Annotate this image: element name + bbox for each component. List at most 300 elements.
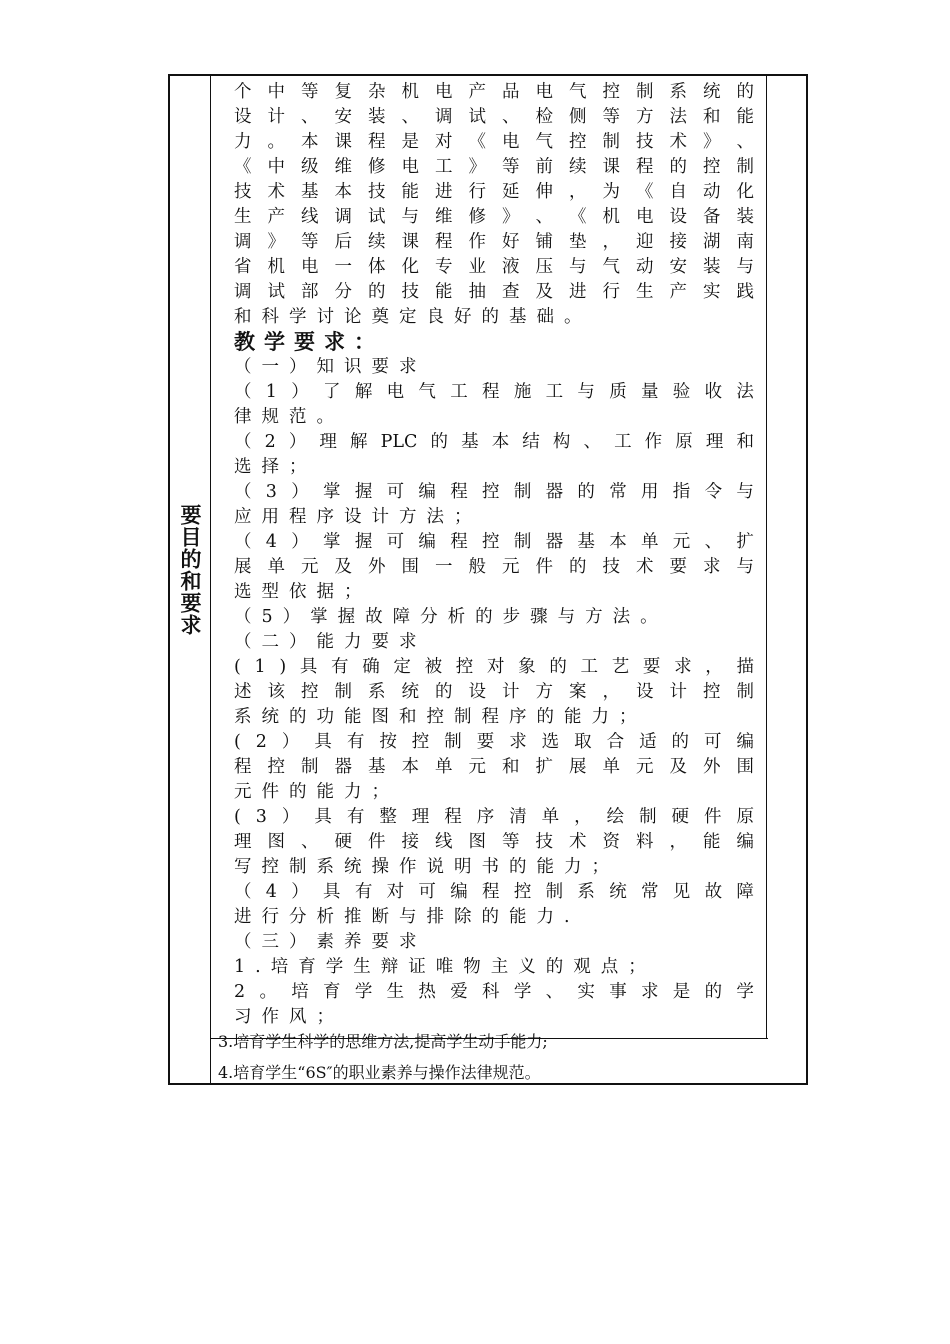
text-glyph: 验 [672, 382, 691, 402]
text-glyph: ； [316, 1007, 334, 1027]
text-glyph: 明 [454, 857, 472, 877]
text-glyph: 象 [518, 657, 536, 677]
text-glyph: 的 [430, 432, 448, 452]
text-glyph: 。 [259, 982, 277, 1002]
text-glyph: ） [289, 932, 307, 952]
text-glyph: 制 [444, 732, 462, 752]
text-glyph: 、 [401, 107, 419, 127]
text-glyph: 外 [368, 557, 386, 577]
text-line [234, 680, 754, 705]
text-glyph: 等 [301, 232, 319, 252]
text-glyph: 理 [411, 807, 430, 827]
text-glyph: 等 [502, 832, 520, 852]
text-glyph: 三 [261, 932, 279, 952]
text-glyph: 素 [316, 932, 334, 952]
text-glyph: 规 [261, 407, 279, 427]
text-glyph: 唯 [435, 957, 454, 977]
text-glyph: 力 [591, 707, 609, 727]
text-glyph: 编 [736, 732, 754, 752]
text-glyph: 工 [435, 157, 453, 177]
text-line [234, 255, 754, 280]
text-glyph: 技 [234, 182, 252, 202]
text-line [234, 480, 754, 505]
text-line [234, 205, 754, 230]
text-glyph: 能 [736, 107, 754, 127]
text-glyph: 可 [418, 882, 436, 902]
text-glyph: 控 [482, 532, 500, 552]
text-glyph: 4 [265, 882, 277, 902]
text-glyph: 据 [316, 582, 334, 602]
text-glyph: 品 [502, 82, 520, 102]
text-glyph: 适 [639, 732, 657, 752]
text-glyph: 动 [636, 257, 654, 277]
text-glyph: 法 [426, 507, 444, 527]
text-glyph: 图 [468, 832, 486, 852]
text-glyph: 定 [393, 657, 411, 677]
text-glyph: 法 [612, 607, 631, 627]
text-glyph: 对 [386, 882, 405, 902]
text-glyph: 选 [541, 732, 560, 752]
text-glyph: 器 [334, 757, 352, 777]
text-glyph: 障 [392, 607, 411, 627]
text-glyph: 扩 [535, 757, 553, 777]
text-glyph: 电 [502, 132, 520, 152]
text-glyph: 与 [736, 482, 754, 502]
text-line [234, 180, 754, 205]
text-glyph: 电 [301, 257, 319, 277]
text-glyph: 气 [569, 82, 587, 102]
text-glyph: 的 [549, 657, 567, 677]
text-glyph: 制 [602, 132, 620, 152]
text-glyph: 电 [386, 382, 405, 402]
text-line [234, 80, 754, 105]
text-glyph: 和 [234, 307, 252, 327]
text-glyph: 等 [602, 107, 620, 127]
text-glyph: 课 [602, 157, 620, 177]
text-glyph: 设 [636, 682, 654, 702]
text-glyph: 按 [379, 732, 397, 752]
text-glyph: 2 [234, 982, 246, 1002]
text-line [234, 455, 754, 480]
text-glyph: 用 [641, 482, 659, 502]
text-glyph: 垫 [569, 232, 587, 252]
text-glyph: 分 [289, 907, 307, 927]
text-glyph: 原 [736, 807, 754, 827]
text-glyph: 辩 [380, 957, 399, 977]
tail-line-1: 3.培育学生科学的思维方法,提高学生动手能力; [218, 1032, 548, 1051]
text-glyph: 省 [234, 257, 252, 277]
text-glyph: 好 [502, 232, 520, 252]
text-glyph: 术 [669, 132, 687, 152]
text-glyph: 本 [334, 182, 352, 202]
text-glyph: 3 [255, 807, 267, 827]
text-glyph: 产 [468, 82, 486, 102]
text-glyph: . [255, 957, 261, 977]
text-glyph: 气 [535, 132, 553, 152]
text-glyph: 工 [580, 657, 599, 677]
text-glyph: 工 [545, 382, 564, 402]
text-glyph: 中 [267, 82, 285, 102]
text-glyph: 压 [535, 257, 553, 277]
text-glyph: 培 [270, 957, 289, 977]
text-glyph: 法 [669, 107, 687, 127]
text-glyph: 要 [669, 557, 687, 577]
text-glyph: 的 [569, 557, 587, 577]
text-glyph: 作 [399, 857, 417, 877]
text-glyph: 常 [609, 482, 627, 502]
text-glyph: 调 [234, 232, 252, 252]
text-glyph: 装 [368, 107, 386, 127]
side-header-cell [170, 76, 211, 1083]
text-glyph: 化 [736, 182, 754, 202]
text-glyph: ， [602, 682, 620, 702]
text-glyph: ） [291, 882, 309, 902]
text-glyph: （ [234, 632, 252, 652]
text-glyph: 推 [344, 907, 362, 927]
text-glyph: 除 [454, 907, 472, 927]
text-glyph: 量 [641, 382, 659, 402]
text-glyph: 试 [368, 207, 386, 227]
text-glyph: 作 [261, 1007, 279, 1027]
text-glyph: 术 [569, 832, 587, 852]
text-glyph: 和 [703, 107, 721, 127]
text-glyph: 的 [736, 82, 754, 102]
text-line [234, 230, 754, 255]
text-glyph: 书 [481, 857, 499, 877]
text-glyph: 件 [368, 832, 386, 852]
text-glyph: ） [291, 382, 309, 402]
text-glyph: 统 [703, 82, 721, 102]
text-glyph: 伸 [535, 182, 553, 202]
text-glyph: 热 [418, 982, 436, 1002]
text-glyph: 与 [577, 382, 595, 402]
text-glyph: 控 [703, 157, 721, 177]
text-glyph: 电 [435, 82, 453, 102]
text-glyph: 基 [461, 432, 479, 452]
text-line [234, 880, 754, 905]
text-glyph: 析 [316, 907, 334, 927]
text-glyph: ， [669, 832, 687, 852]
text-glyph: 艺 [611, 657, 630, 677]
text-line [234, 105, 754, 130]
text-glyph: 培 [291, 982, 309, 1002]
text-glyph: 要 [476, 732, 495, 752]
text-glyph: 元 [502, 557, 520, 577]
text-glyph: 计 [669, 682, 687, 702]
text-glyph: 可 [386, 532, 405, 552]
text-glyph: 的 [289, 782, 307, 802]
text-glyph: 设 [344, 507, 362, 527]
text-glyph: 与 [736, 557, 754, 577]
text-glyph: 本 [609, 532, 627, 552]
text-glyph: 1 [254, 657, 266, 677]
text-glyph: ； [289, 457, 307, 477]
text-glyph: 基 [301, 182, 319, 202]
text-glyph: 确 [362, 657, 380, 677]
requirements-text-block [234, 80, 754, 1030]
text-glyph: 良 [426, 307, 444, 327]
text-glyph: 统 [344, 857, 362, 877]
text-glyph: 合 [606, 732, 625, 752]
text-glyph: 般 [468, 557, 486, 577]
text-glyph: 见 [672, 882, 691, 902]
text-glyph: 要 [371, 932, 389, 952]
text-glyph: 》 [468, 157, 486, 177]
text-glyph: 及 [669, 757, 687, 777]
text-glyph: 的 [435, 682, 453, 702]
text-glyph: 步 [502, 607, 521, 627]
text-glyph: 计 [502, 682, 520, 702]
text-glyph: 单 [541, 807, 560, 827]
text-glyph: 系 [234, 707, 252, 727]
text-glyph: 气 [418, 382, 436, 402]
text-glyph: 一 [435, 557, 453, 577]
text-glyph: 对 [486, 657, 505, 677]
text-glyph: 求 [509, 732, 527, 752]
text-glyph: 续 [368, 232, 386, 252]
text-glyph: 气 [602, 257, 620, 277]
text-glyph: 南 [736, 232, 754, 252]
text-glyph: 障 [736, 882, 754, 902]
text-glyph: 展 [569, 757, 587, 777]
text-glyph: 课 [401, 232, 419, 252]
text-line [234, 130, 754, 155]
text-glyph: 控 [301, 682, 319, 702]
text-glyph: 《 [569, 207, 587, 227]
text-glyph: 控 [513, 882, 532, 902]
text-glyph: 控 [569, 132, 587, 152]
text-glyph: 分 [334, 282, 352, 302]
text-glyph: ） [281, 807, 300, 827]
text-glyph: 制 [454, 707, 472, 727]
text-glyph: 学 [354, 982, 373, 1002]
text-glyph: 可 [704, 732, 722, 752]
text-glyph: 设 [669, 207, 687, 227]
text-glyph: 计 [371, 507, 389, 527]
text-glyph: 序 [316, 507, 334, 527]
text-glyph: 有 [354, 882, 373, 902]
text-glyph: 1 [265, 382, 277, 402]
text-glyph: 方 [399, 507, 417, 527]
text-glyph: 收 [704, 382, 723, 402]
text-glyph: 的 [475, 607, 493, 627]
text-glyph: ） [289, 357, 307, 377]
text-glyph: 奠 [371, 307, 389, 327]
text-glyph: 和 [502, 757, 520, 777]
text-glyph: ， [705, 657, 723, 677]
text-glyph: 单 [602, 757, 620, 777]
text-glyph: 知 [316, 357, 334, 377]
text-glyph: 求 [399, 932, 417, 952]
text-glyph: 展 [234, 557, 252, 577]
right-border-line [766, 76, 767, 1038]
text-glyph: 结 [522, 432, 540, 452]
text-glyph: 前 [535, 157, 553, 177]
text-glyph: 外 [703, 757, 721, 777]
text-glyph: 机 [401, 82, 419, 102]
text-glyph: PLC [380, 432, 418, 452]
text-glyph: 依 [289, 582, 307, 602]
text-glyph: 。 [316, 407, 334, 427]
text-glyph: 及 [334, 557, 352, 577]
text-glyph: 制 [736, 682, 754, 702]
tail-line-2: 4.培育学生“6S″的职业素养与操作法律规范。 [218, 1063, 541, 1082]
text-glyph: 图 [267, 832, 285, 852]
text-glyph: 》 [502, 207, 520, 227]
text-glyph: 选 [234, 457, 252, 477]
text-glyph: 《 [234, 157, 252, 177]
text-glyph: ； [344, 582, 362, 602]
text-glyph: 有 [331, 657, 349, 677]
text-glyph: 、 [583, 432, 601, 452]
text-glyph: 作 [468, 232, 486, 252]
text-glyph: 选 [234, 582, 252, 602]
text-glyph: 统 [401, 682, 419, 702]
text-glyph: 清 [509, 807, 527, 827]
text-glyph: 元 [468, 757, 486, 777]
text-glyph: 实 [703, 282, 721, 302]
text-glyph: 、 [704, 532, 723, 552]
text-glyph: 本 [401, 757, 419, 777]
text-glyph: 求 [641, 982, 659, 1002]
text-glyph: 工 [450, 382, 468, 402]
text-glyph: ） [282, 607, 301, 627]
text-glyph: 与 [557, 607, 576, 627]
text-glyph: 操 [371, 857, 389, 877]
text-glyph: 说 [426, 857, 444, 877]
text-glyph: ） [281, 732, 300, 752]
text-glyph: 的 [671, 732, 690, 752]
text-glyph: 础 [536, 307, 554, 327]
text-glyph: 的 [509, 857, 527, 877]
text-line [234, 305, 754, 330]
text-glyph: 构 [552, 432, 571, 452]
text-glyph: 元 [234, 782, 252, 802]
text-glyph: 故 [704, 882, 723, 902]
text-glyph: 检 [535, 107, 553, 127]
text-glyph: 描 [736, 657, 754, 677]
text-glyph: 动 [703, 182, 721, 202]
text-glyph: 法 [736, 382, 754, 402]
text-glyph: 理 [705, 432, 724, 452]
text-glyph: 解 [354, 382, 373, 402]
text-glyph: 电 [401, 157, 419, 177]
text-glyph: 方 [535, 682, 553, 702]
text-glyph: 义 [518, 957, 536, 977]
text-glyph: 律 [234, 407, 252, 427]
text-glyph: 行 [261, 907, 279, 927]
text-glyph: 部 [301, 282, 319, 302]
text-line [234, 655, 754, 680]
text-glyph: 单 [435, 757, 453, 777]
text-line [234, 855, 754, 880]
text-line [234, 905, 754, 930]
text-glyph: 侧 [569, 107, 587, 127]
text-glyph: 程 [450, 482, 468, 502]
text-glyph: 5 [261, 607, 273, 627]
text-glyph: 单 [641, 532, 659, 552]
text-glyph: 程 [234, 757, 252, 777]
text-glyph: 生 [386, 982, 405, 1002]
text-glyph: 科 [482, 982, 500, 1002]
text-glyph: 《 [636, 182, 654, 202]
text-glyph: 功 [316, 707, 334, 727]
text-glyph: 。 [640, 607, 658, 627]
text-glyph: 常 [641, 882, 659, 902]
text-line [234, 605, 754, 630]
text-glyph: 制 [513, 482, 532, 502]
text-glyph: 自 [669, 182, 687, 202]
text-glyph: 程 [368, 132, 386, 152]
text-glyph: 力 [564, 857, 582, 877]
text-glyph: 对 [435, 132, 453, 152]
text-glyph: 技 [401, 282, 419, 302]
text-glyph: 方 [636, 107, 654, 127]
text-glyph: 和 [399, 707, 417, 727]
text-glyph: 学 [325, 957, 344, 977]
text-glyph: 握 [354, 532, 373, 552]
text-glyph: 维 [334, 157, 352, 177]
text-line [234, 355, 754, 380]
text-glyph: 围 [401, 557, 419, 577]
text-glyph: 绘 [606, 807, 625, 827]
text-glyph: 元 [301, 557, 319, 577]
text-glyph: 要 [642, 657, 661, 677]
text-glyph: 中 [267, 157, 285, 177]
text-glyph: 程 [636, 157, 654, 177]
text-glyph: ( [234, 657, 241, 677]
text-glyph: 个 [234, 82, 252, 102]
text-glyph: 》 [267, 232, 285, 252]
form-table [168, 74, 808, 1085]
text-glyph: 的 [368, 282, 386, 302]
text-glyph: （ [234, 382, 252, 402]
text-glyph: 修 [468, 207, 486, 227]
text-glyph: 制 [639, 807, 657, 827]
text-glyph: . [564, 907, 570, 927]
text-glyph: 指 [672, 482, 691, 502]
text-glyph: 能 [703, 832, 721, 852]
text-glyph: 工 [614, 432, 632, 452]
text-glyph: （ [234, 482, 252, 502]
text-glyph: 系 [316, 857, 334, 877]
text-glyph: 的 [289, 707, 307, 727]
text-glyph: 技 [602, 557, 620, 577]
text-glyph: 能 [435, 282, 453, 302]
text-glyph: 专 [435, 257, 453, 277]
text-glyph: ； [591, 857, 609, 877]
text-glyph: 排 [426, 907, 444, 927]
text-glyph: 、 [502, 107, 520, 127]
text-glyph: 统 [609, 882, 627, 902]
text-glyph: 制 [736, 157, 754, 177]
text-glyph: 延 [502, 182, 520, 202]
text-glyph: 液 [502, 257, 520, 277]
text-glyph: 扩 [736, 532, 754, 552]
text-glyph: 设 [468, 682, 486, 702]
text-line [234, 380, 754, 405]
text-line [234, 155, 754, 180]
text-glyph: 习 [234, 1007, 252, 1027]
text-glyph: 学 [736, 982, 754, 1002]
text-glyph: 1 [234, 957, 246, 977]
text-glyph: 解 [350, 432, 368, 452]
text-glyph: 件 [535, 557, 553, 577]
text-glyph: 编 [450, 882, 468, 902]
text-glyph: 4 [265, 532, 277, 552]
text-glyph: 铺 [535, 232, 553, 252]
text-glyph: 系 [669, 82, 687, 102]
